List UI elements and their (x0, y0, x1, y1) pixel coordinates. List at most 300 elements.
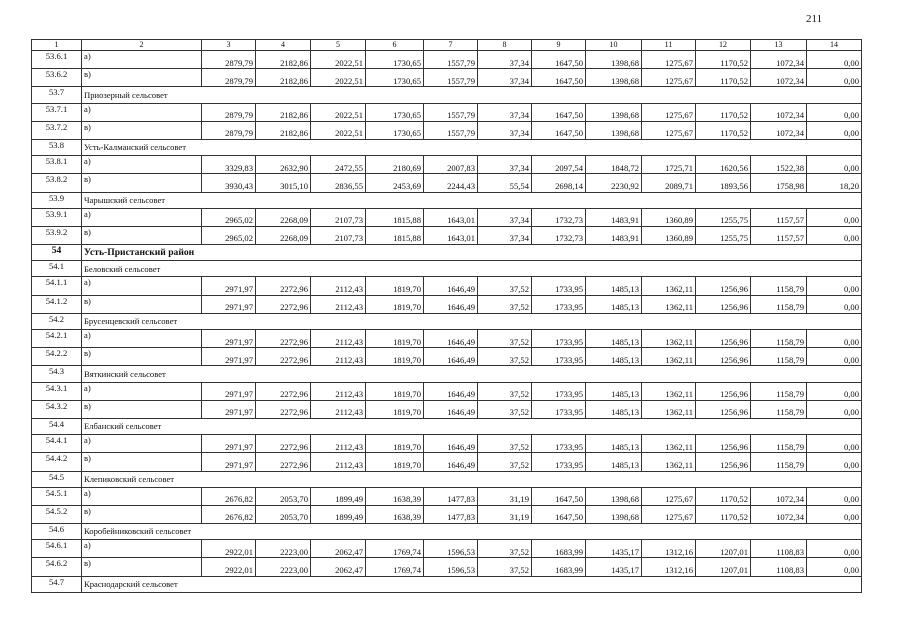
value-cell: 1362,11 (642, 277, 696, 295)
value-cell: 1647,50 (532, 103, 586, 121)
section-row (32, 313, 862, 329)
table-row (32, 558, 862, 576)
value-cell: 1072,34 (751, 69, 807, 87)
row-type: в) (82, 348, 202, 366)
value-cell: 1733,95 (532, 382, 586, 400)
section-row (32, 139, 862, 155)
value-cell: 1522,38 (751, 156, 807, 174)
section-row (32, 471, 862, 487)
value-cell: 1819,70 (366, 435, 424, 453)
column-number: 9 (532, 40, 586, 51)
value-cell: 1483,91 (586, 226, 642, 244)
table-row (32, 51, 862, 69)
value-cell: 1108,83 (751, 558, 807, 576)
section-title: Чарышский сельсовет (82, 192, 862, 208)
row-type: а) (82, 487, 202, 505)
section-title: Елбанский сельсовет (82, 418, 862, 434)
value-cell: 1435,17 (586, 540, 642, 558)
value-cell: 1815,88 (366, 226, 424, 244)
value-cell: 1360,89 (642, 226, 696, 244)
row-type: в) (82, 295, 202, 313)
value-cell: 1733,95 (532, 435, 586, 453)
value-cell: 37,52 (478, 295, 532, 313)
value-cell: 1158,79 (751, 382, 807, 400)
value-cell: 1362,11 (642, 453, 696, 471)
value-cell: 1398,68 (586, 51, 642, 69)
table-row (32, 382, 862, 400)
value-cell: 37,52 (478, 558, 532, 576)
section-row (32, 576, 862, 592)
value-cell: 1362,11 (642, 330, 696, 348)
value-cell: 2971,97 (202, 453, 256, 471)
value-cell: 0,00 (807, 330, 862, 348)
row-code: 53.6.2 (32, 69, 82, 87)
value-cell: 1899,49 (311, 505, 366, 523)
table-row (32, 453, 862, 471)
row-code: 53.9.1 (32, 208, 82, 226)
value-cell: 1158,79 (751, 277, 807, 295)
value-cell: 2223,00 (256, 558, 311, 576)
table-row (32, 69, 862, 87)
value-cell: 1643,01 (424, 226, 478, 244)
value-cell: 37,52 (478, 330, 532, 348)
value-cell: 1769,74 (366, 558, 424, 576)
value-cell: 1819,70 (366, 277, 424, 295)
value-cell: 2089,71 (642, 174, 696, 192)
value-cell: 0,00 (807, 277, 862, 295)
value-cell: 1638,39 (366, 487, 424, 505)
value-cell: 2022,51 (311, 121, 366, 139)
value-cell: 1899,49 (311, 487, 366, 505)
row-code: 54.2.2 (32, 348, 82, 366)
value-cell: 1158,79 (751, 400, 807, 418)
row-code: 53.8.1 (32, 156, 82, 174)
row-type: в) (82, 226, 202, 244)
value-cell: 0,00 (807, 348, 862, 366)
value-cell: 1733,95 (532, 330, 586, 348)
value-cell: 1733,95 (532, 453, 586, 471)
value-cell: 1398,68 (586, 505, 642, 523)
row-code: 54.3 (32, 366, 82, 382)
row-code: 54.1 (32, 261, 82, 277)
value-cell: 1819,70 (366, 453, 424, 471)
value-cell: 1157,57 (751, 226, 807, 244)
value-cell: 2971,97 (202, 277, 256, 295)
value-cell: 2272,96 (256, 382, 311, 400)
value-cell: 37,52 (478, 453, 532, 471)
column-number: 7 (424, 40, 478, 51)
value-cell: 1647,50 (532, 51, 586, 69)
value-cell: 37,34 (478, 226, 532, 244)
row-type: в) (82, 69, 202, 87)
value-cell: 0,00 (807, 505, 862, 523)
column-number: 5 (311, 40, 366, 51)
value-cell: 1477,83 (424, 487, 478, 505)
row-code: 53.7.1 (32, 103, 82, 121)
row-type: в) (82, 505, 202, 523)
value-cell: 1485,13 (586, 435, 642, 453)
value-cell: 1557,79 (424, 51, 478, 69)
value-cell: 37,34 (478, 208, 532, 226)
value-cell: 1275,67 (642, 487, 696, 505)
value-cell: 31,19 (478, 505, 532, 523)
value-cell: 37,34 (478, 103, 532, 121)
value-cell: 1072,34 (751, 487, 807, 505)
value-cell: 1312,16 (642, 558, 696, 576)
row-code: 53.6.1 (32, 51, 82, 69)
value-cell: 1643,01 (424, 208, 478, 226)
value-cell: 2698,14 (532, 174, 586, 192)
row-type: а) (82, 540, 202, 558)
district-row (32, 245, 862, 261)
value-cell: 1158,79 (751, 330, 807, 348)
value-cell: 1360,89 (642, 208, 696, 226)
value-cell: 1646,49 (424, 453, 478, 471)
value-cell: 1275,67 (642, 505, 696, 523)
value-cell: 1256,96 (696, 453, 751, 471)
section-title: Усть-Калманский сельсовет (82, 139, 862, 155)
value-cell: 2182,86 (256, 69, 311, 87)
tariff-table (31, 39, 862, 593)
value-cell: 1730,65 (366, 121, 424, 139)
value-cell: 3015,10 (256, 174, 311, 192)
value-cell: 2062,47 (311, 558, 366, 576)
column-number: 10 (586, 40, 642, 51)
value-cell: 0,00 (807, 400, 862, 418)
table-row (32, 156, 862, 174)
value-cell: 1485,13 (586, 295, 642, 313)
value-cell: 1819,70 (366, 400, 424, 418)
value-cell: 2112,43 (311, 348, 366, 366)
row-type: а) (82, 277, 202, 295)
value-cell: 2272,96 (256, 400, 311, 418)
value-cell: 1398,68 (586, 69, 642, 87)
value-cell: 2971,97 (202, 382, 256, 400)
value-cell: 2244,43 (424, 174, 478, 192)
row-type: в) (82, 453, 202, 471)
row-code: 54.4 (32, 418, 82, 434)
value-cell: 1170,52 (696, 121, 751, 139)
row-code: 53.7.2 (32, 121, 82, 139)
value-cell: 55,54 (478, 174, 532, 192)
value-cell: 0,00 (807, 226, 862, 244)
value-cell: 2922,01 (202, 540, 256, 558)
row-type: а) (82, 208, 202, 226)
value-cell: 1638,39 (366, 505, 424, 523)
value-cell: 2180,69 (366, 156, 424, 174)
value-cell: 1255,75 (696, 208, 751, 226)
value-cell: 37,52 (478, 277, 532, 295)
value-cell: 1485,13 (586, 330, 642, 348)
value-cell: 2879,79 (202, 69, 256, 87)
section-row (32, 87, 862, 103)
row-type: а) (82, 435, 202, 453)
section-title: Краснодарский сельсовет (82, 576, 862, 592)
column-number: 13 (751, 40, 807, 51)
value-cell: 0,00 (807, 540, 862, 558)
value-cell: 2268,09 (256, 226, 311, 244)
value-cell: 1435,17 (586, 558, 642, 576)
column-number: 2 (82, 40, 202, 51)
value-cell: 1769,74 (366, 540, 424, 558)
value-cell: 1072,34 (751, 51, 807, 69)
row-type: в) (82, 121, 202, 139)
value-cell: 2053,70 (256, 505, 311, 523)
row-code: 54.3.2 (32, 400, 82, 418)
value-cell: 1730,65 (366, 69, 424, 87)
value-cell: 0,00 (807, 487, 862, 505)
value-cell: 1647,50 (532, 69, 586, 87)
row-type: а) (82, 51, 202, 69)
value-cell: 1819,70 (366, 348, 424, 366)
value-cell: 1275,67 (642, 121, 696, 139)
value-cell: 1255,75 (696, 226, 751, 244)
table-row (32, 121, 862, 139)
value-cell: 2053,70 (256, 487, 311, 505)
value-cell: 1256,96 (696, 382, 751, 400)
table-row (32, 400, 862, 418)
value-cell: 1893,56 (696, 174, 751, 192)
value-cell: 1170,52 (696, 69, 751, 87)
value-cell: 1256,96 (696, 400, 751, 418)
value-cell: 2112,43 (311, 400, 366, 418)
column-number: 8 (478, 40, 532, 51)
row-code: 54.4.2 (32, 453, 82, 471)
value-cell: 1819,70 (366, 295, 424, 313)
row-code: 54.5.1 (32, 487, 82, 505)
value-cell: 1362,11 (642, 295, 696, 313)
value-cell: 0,00 (807, 69, 862, 87)
value-cell: 1312,16 (642, 540, 696, 558)
value-cell: 1596,53 (424, 540, 478, 558)
row-type: а) (82, 103, 202, 121)
section-row (32, 418, 862, 434)
value-cell: 1256,96 (696, 348, 751, 366)
row-code: 54 (32, 245, 82, 261)
value-cell: 37,34 (478, 121, 532, 139)
column-number: 12 (696, 40, 751, 51)
value-cell: 2022,51 (311, 69, 366, 87)
value-cell: 2107,73 (311, 208, 366, 226)
value-cell: 1725,71 (642, 156, 696, 174)
value-cell: 2971,97 (202, 295, 256, 313)
value-cell: 0,00 (807, 295, 862, 313)
column-number-row (32, 40, 862, 51)
value-cell: 1398,68 (586, 487, 642, 505)
row-code: 54.4.1 (32, 435, 82, 453)
value-cell: 1256,96 (696, 435, 751, 453)
value-cell: 1646,49 (424, 295, 478, 313)
page-number: 211 (806, 13, 823, 25)
row-type: а) (82, 156, 202, 174)
value-cell: 2971,97 (202, 348, 256, 366)
value-cell: 1557,79 (424, 69, 478, 87)
value-cell: 1733,95 (532, 277, 586, 295)
value-cell: 1620,56 (696, 156, 751, 174)
value-cell: 0,00 (807, 156, 862, 174)
section-title: Клепиковский сельсовет (82, 471, 862, 487)
row-code: 53.8.2 (32, 174, 82, 192)
table-row (32, 435, 862, 453)
row-code: 54.3.1 (32, 382, 82, 400)
value-cell: 1730,65 (366, 103, 424, 121)
value-cell: 2112,43 (311, 453, 366, 471)
value-cell: 2879,79 (202, 103, 256, 121)
row-code: 54.6.1 (32, 540, 82, 558)
value-cell: 1157,57 (751, 208, 807, 226)
value-cell: 37,34 (478, 51, 532, 69)
value-cell: 1683,99 (532, 540, 586, 558)
value-cell: 2472,55 (311, 156, 366, 174)
value-cell: 0,00 (807, 51, 862, 69)
value-cell: 37,34 (478, 156, 532, 174)
column-number: 14 (807, 40, 862, 51)
table-row (32, 174, 862, 192)
table-row (32, 487, 862, 505)
value-cell: 2007,83 (424, 156, 478, 174)
value-cell: 1683,99 (532, 558, 586, 576)
value-cell: 1170,52 (696, 487, 751, 505)
value-cell: 2268,09 (256, 208, 311, 226)
value-cell: 1647,50 (532, 505, 586, 523)
value-cell: 2971,97 (202, 435, 256, 453)
value-cell: 1732,73 (532, 226, 586, 244)
value-cell: 37,52 (478, 435, 532, 453)
value-cell: 2062,47 (311, 540, 366, 558)
value-cell: 1485,13 (586, 453, 642, 471)
value-cell: 1485,13 (586, 277, 642, 295)
section-row (32, 366, 862, 382)
table-body (32, 40, 862, 593)
value-cell: 1072,34 (751, 121, 807, 139)
value-cell: 1485,13 (586, 400, 642, 418)
row-code: 53.7 (32, 87, 82, 103)
value-cell: 2922,01 (202, 558, 256, 576)
value-cell: 3329,83 (202, 156, 256, 174)
value-cell: 2182,86 (256, 103, 311, 121)
row-code: 54.7 (32, 576, 82, 592)
value-cell: 2022,51 (311, 103, 366, 121)
row-code: 54.5 (32, 471, 82, 487)
value-cell: 2971,97 (202, 400, 256, 418)
value-cell: 1758,98 (751, 174, 807, 192)
value-cell: 2230,92 (586, 174, 642, 192)
value-cell: 2112,43 (311, 330, 366, 348)
row-code: 54.2 (32, 313, 82, 329)
value-cell: 2272,96 (256, 435, 311, 453)
row-code: 53.9.2 (32, 226, 82, 244)
value-cell: 2965,02 (202, 208, 256, 226)
value-cell: 1477,83 (424, 505, 478, 523)
value-cell: 0,00 (807, 121, 862, 139)
value-cell: 1108,83 (751, 540, 807, 558)
district-title: Усть-Пристанский район (82, 245, 862, 261)
column-number: 3 (202, 40, 256, 51)
value-cell: 1275,67 (642, 69, 696, 87)
row-type: в) (82, 174, 202, 192)
value-cell: 1646,49 (424, 382, 478, 400)
value-cell: 1557,79 (424, 121, 478, 139)
value-cell: 1158,79 (751, 348, 807, 366)
section-title: Приозерный сельсовет (82, 87, 862, 103)
value-cell: 1072,34 (751, 505, 807, 523)
table-row (32, 103, 862, 121)
value-cell: 2223,00 (256, 540, 311, 558)
value-cell: 1646,49 (424, 400, 478, 418)
section-row (32, 261, 862, 277)
value-cell: 2022,51 (311, 51, 366, 69)
value-cell: 0,00 (807, 208, 862, 226)
column-number: 6 (366, 40, 424, 51)
value-cell: 1646,49 (424, 435, 478, 453)
value-cell: 2272,96 (256, 330, 311, 348)
section-title: Беловский сельсовет (82, 261, 862, 277)
value-cell: 1072,34 (751, 103, 807, 121)
value-cell: 1170,52 (696, 505, 751, 523)
value-cell: 1646,49 (424, 330, 478, 348)
value-cell: 1733,95 (532, 400, 586, 418)
row-type: в) (82, 558, 202, 576)
value-cell: 2107,73 (311, 226, 366, 244)
value-cell: 2632,90 (256, 156, 311, 174)
value-cell: 0,00 (807, 453, 862, 471)
value-cell: 2676,82 (202, 487, 256, 505)
row-code: 54.6.2 (32, 558, 82, 576)
value-cell: 1158,79 (751, 295, 807, 313)
row-code: 54.6 (32, 524, 82, 540)
row-code: 54.5.2 (32, 505, 82, 523)
value-cell: 2453,69 (366, 174, 424, 192)
value-cell: 2182,86 (256, 51, 311, 69)
value-cell: 37,52 (478, 382, 532, 400)
value-cell: 1170,52 (696, 103, 751, 121)
column-number: 11 (642, 40, 696, 51)
value-cell: 1256,96 (696, 295, 751, 313)
column-number: 1 (32, 40, 82, 51)
value-cell: 31,19 (478, 487, 532, 505)
value-cell: 37,34 (478, 69, 532, 87)
value-cell: 1485,13 (586, 382, 642, 400)
value-cell: 1362,11 (642, 435, 696, 453)
value-cell: 1158,79 (751, 453, 807, 471)
value-cell: 1647,50 (532, 121, 586, 139)
value-cell: 0,00 (807, 558, 862, 576)
row-type: а) (82, 330, 202, 348)
value-cell: 0,00 (807, 103, 862, 121)
table-row (32, 295, 862, 313)
value-cell: 1733,95 (532, 295, 586, 313)
value-cell: 1646,49 (424, 277, 478, 295)
row-code: 53.8 (32, 139, 82, 155)
value-cell: 0,00 (807, 382, 862, 400)
value-cell: 1398,68 (586, 121, 642, 139)
value-cell: 1207,01 (696, 540, 751, 558)
value-cell: 2676,82 (202, 505, 256, 523)
value-cell: 0,00 (807, 435, 862, 453)
value-cell: 1596,53 (424, 558, 478, 576)
value-cell: 37,52 (478, 348, 532, 366)
value-cell: 2272,96 (256, 277, 311, 295)
value-cell: 1646,49 (424, 348, 478, 366)
table-row (32, 348, 862, 366)
value-cell: 2879,79 (202, 121, 256, 139)
value-cell: 1730,65 (366, 51, 424, 69)
section-title: Вяткинский сельсовет (82, 366, 862, 382)
value-cell: 1362,11 (642, 348, 696, 366)
value-cell: 2272,96 (256, 295, 311, 313)
table-row (32, 277, 862, 295)
value-cell: 1158,79 (751, 435, 807, 453)
